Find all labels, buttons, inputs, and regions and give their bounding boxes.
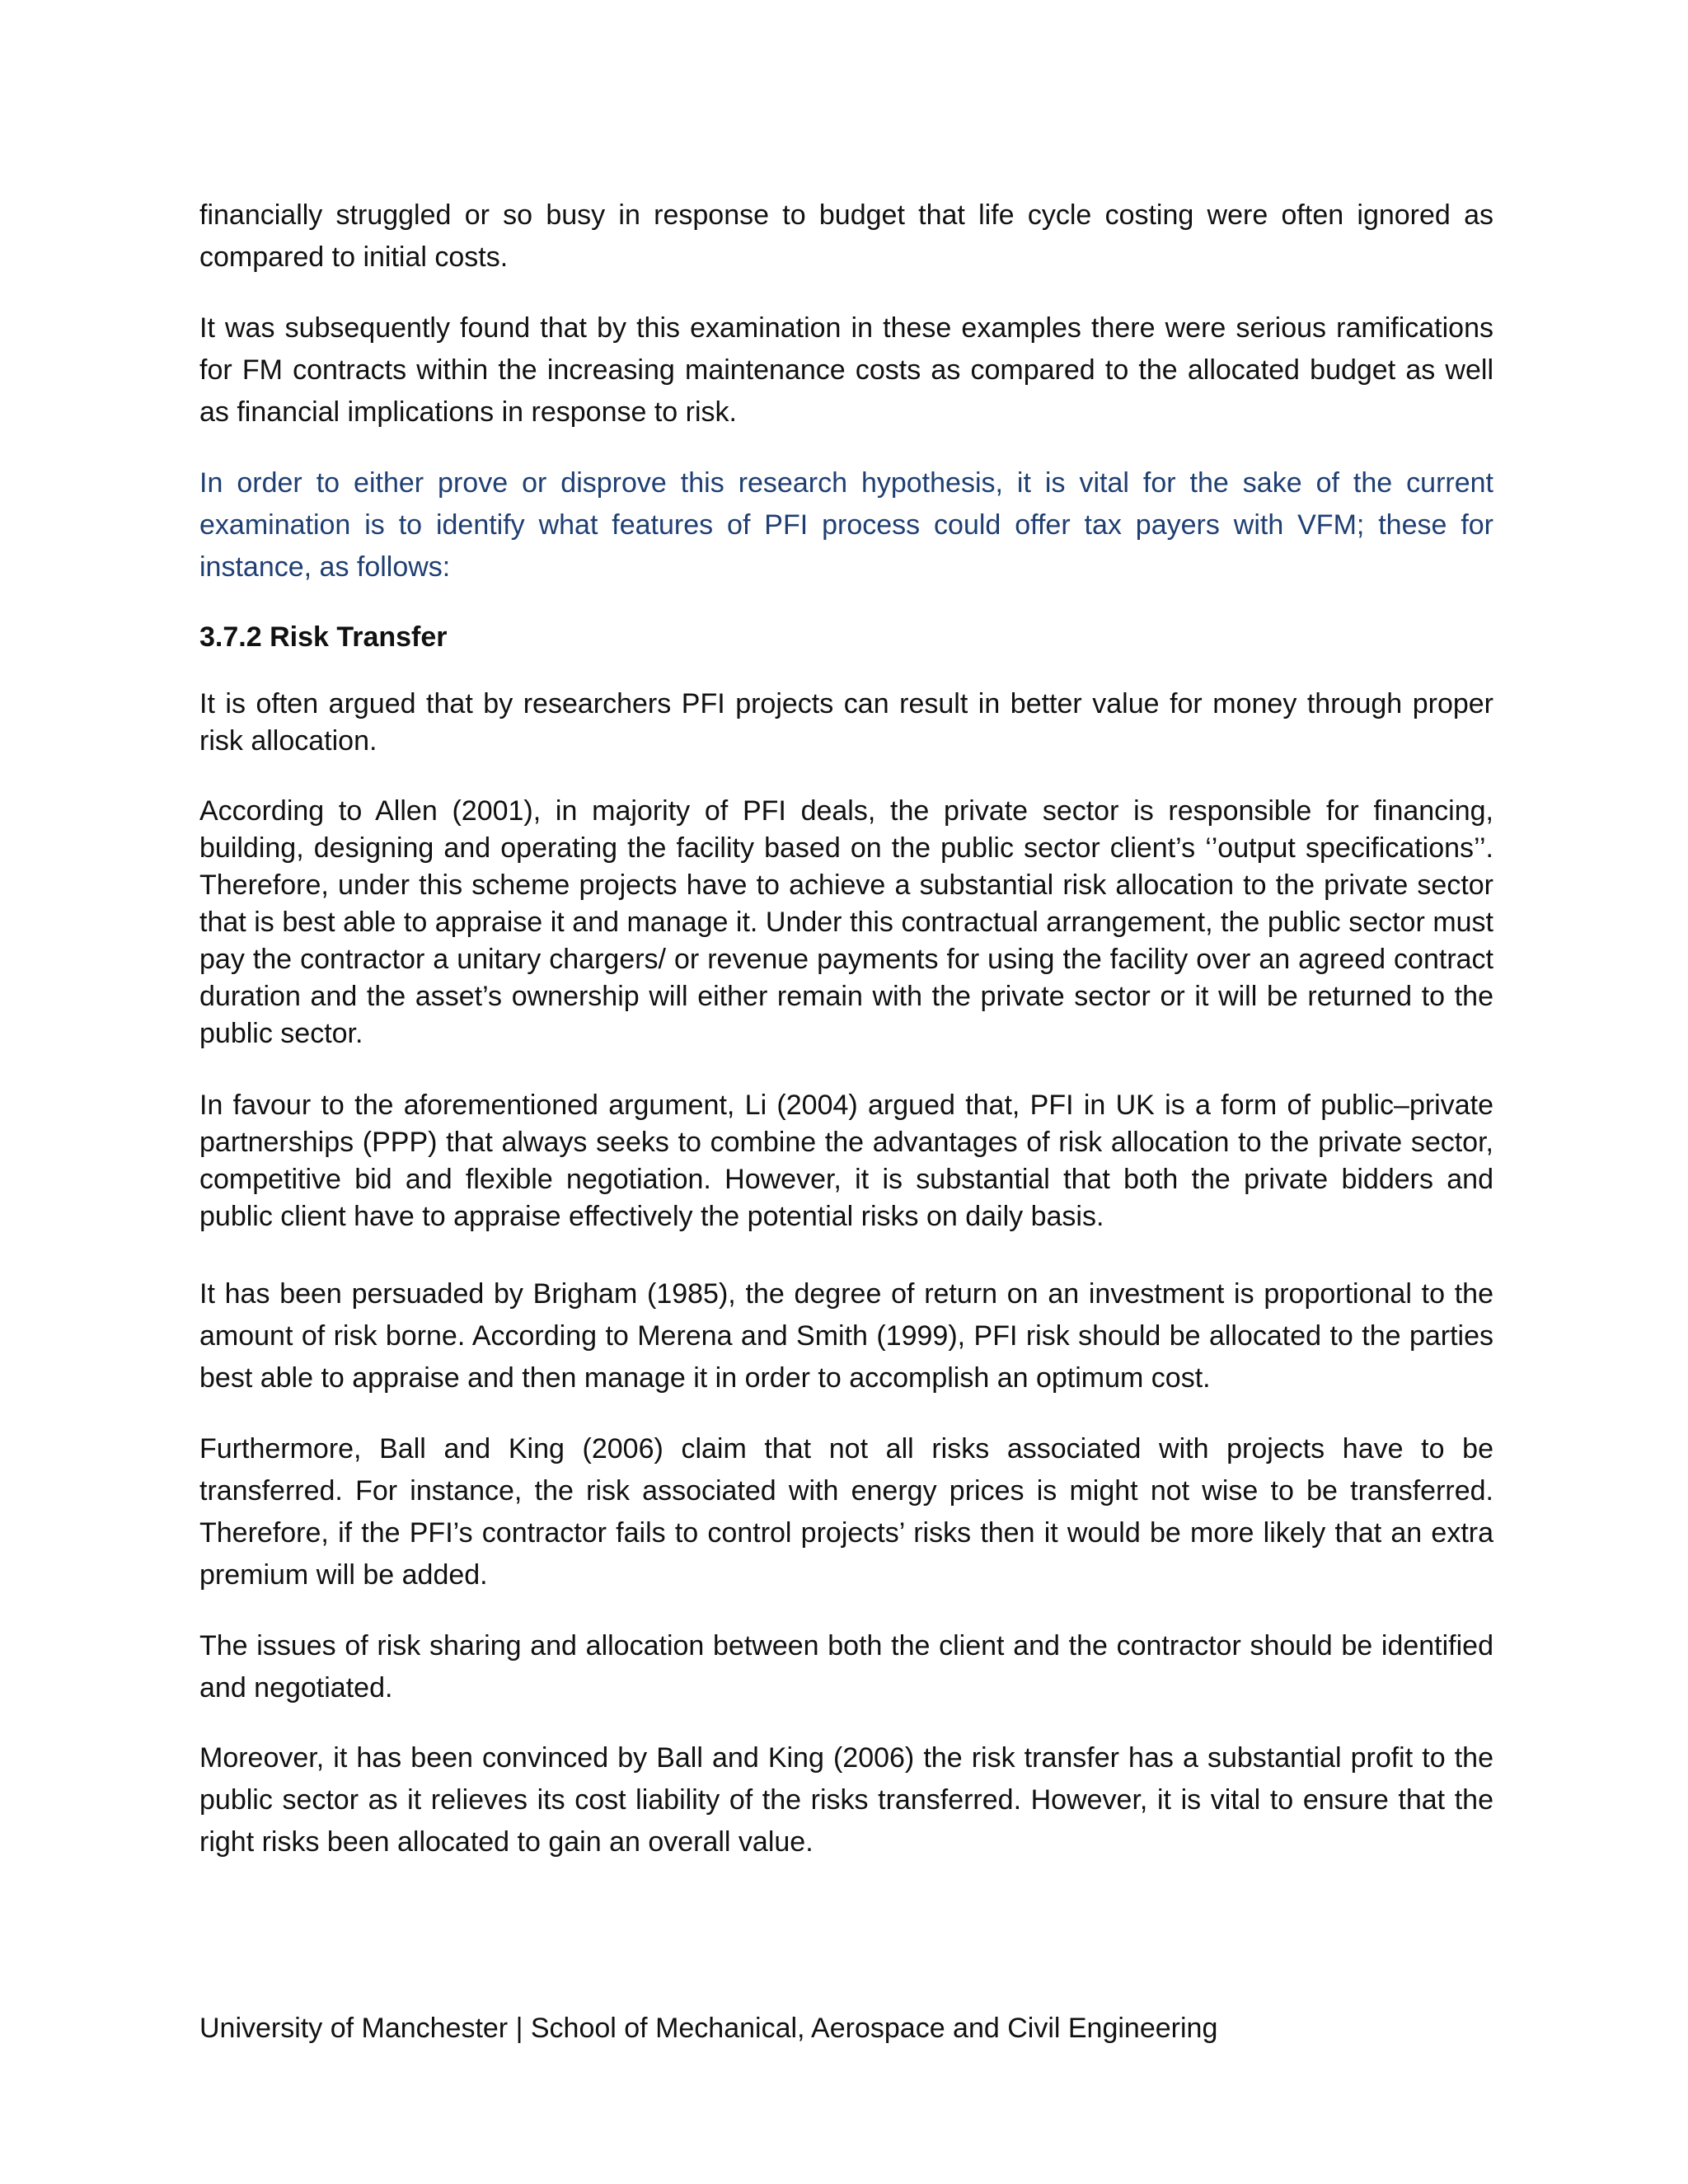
paragraph-fm-contracts: It was subsequently found that by this examination in these examples there were serious ramifications for FM contracts within the increasing maintenance costs as compared to the allocated budget as well as financial implications in response to risk. [199,312,1493,428]
paragraph-value-for-money: It is often argued that by researchers PFI projects can result in better value for money through proper risk allocation. [199,688,1493,757]
paragraph-research-hypothesis: In order to either prove or disprove this research hypothesis, it is vital for the sake of the current examination is to identify what features of PFI process could offer tax payers with VFM; these for instance, as follows: [199,467,1493,583]
paragraph-risk-sharing: The issues of risk sharing and allocation between both the client and the contractor should be identified and negotiated. [199,1630,1493,1704]
paragraph-li-2004: In favour to the aforementioned argument, Li (2004) argued that, PFI in UK is a form of public–private partnerships (PPP) that always seeks to combine the advantages of risk allocation to the private sector, competitive bid and flexible negotiation. However, it is substantial that both the private bidders and public client have to appraise effectively the potential risks on daily basis. [199,1090,1493,1232]
paragraph-allen-2001: According to Allen (2001), in majority of PFI deals, the private sector is responsible for financing, building, designing and operating the facility based on the public sector client’s ‘’output specifications’’. Therefore, under this scheme projects have to achieve a substantial risk allocation to the private sector that is best able to appraise it and manage it. Under this contractual arrangement, the public sector must pay the contractor a unitary chargers/ or revenue payments for using the facility over an agreed contract duration and the asset’s ownership will either remain with the private sector or it will be returned to the public sector. [199,795,1493,1049]
section-heading-risk-transfer: 3.7.2 Risk Transfer [199,621,448,653]
document-page [199,194,1493,1863]
paragraph-life-cycle-costing: financially struggled or so busy in response to budget that life cycle costing were often ignored as compared to initial costs. [199,199,1493,273]
page-footer: University of Manchester | School of Mechanical, Aerospace and Civil Engineering [199,2013,1218,2044]
paragraph-ball-king-claim: Furthermore, Ball and King (2006) claim that not all risks associated with projects have to be transferred. For instance, the risk associated with energy prices is might not wise to be transferred. Therefore, if the PFI’s contractor fails to control projects’ risks then it would be more likely that an extra premium will be added. [199,1433,1493,1591]
paragraph-risk-transfer-profit: Moreover, it has been convinced by Ball and King (2006) the risk transfer has a substantial profit to the public sector as it relieves its cost liability of the risks transferred. However, it is vital to ensure that the right risks been allocated to gain an overall value. [199,1742,1493,1858]
paragraph-brigham-1985: It has been persuaded by Brigham (1985), the degree of return on an investment is proportional to the amount of risk borne. According to Merena and Smith (1999), PFI risk should be allocated to the parties best able to appraise and then manage it in order to accomplish an optimum cost. [199,1278,1493,1394]
